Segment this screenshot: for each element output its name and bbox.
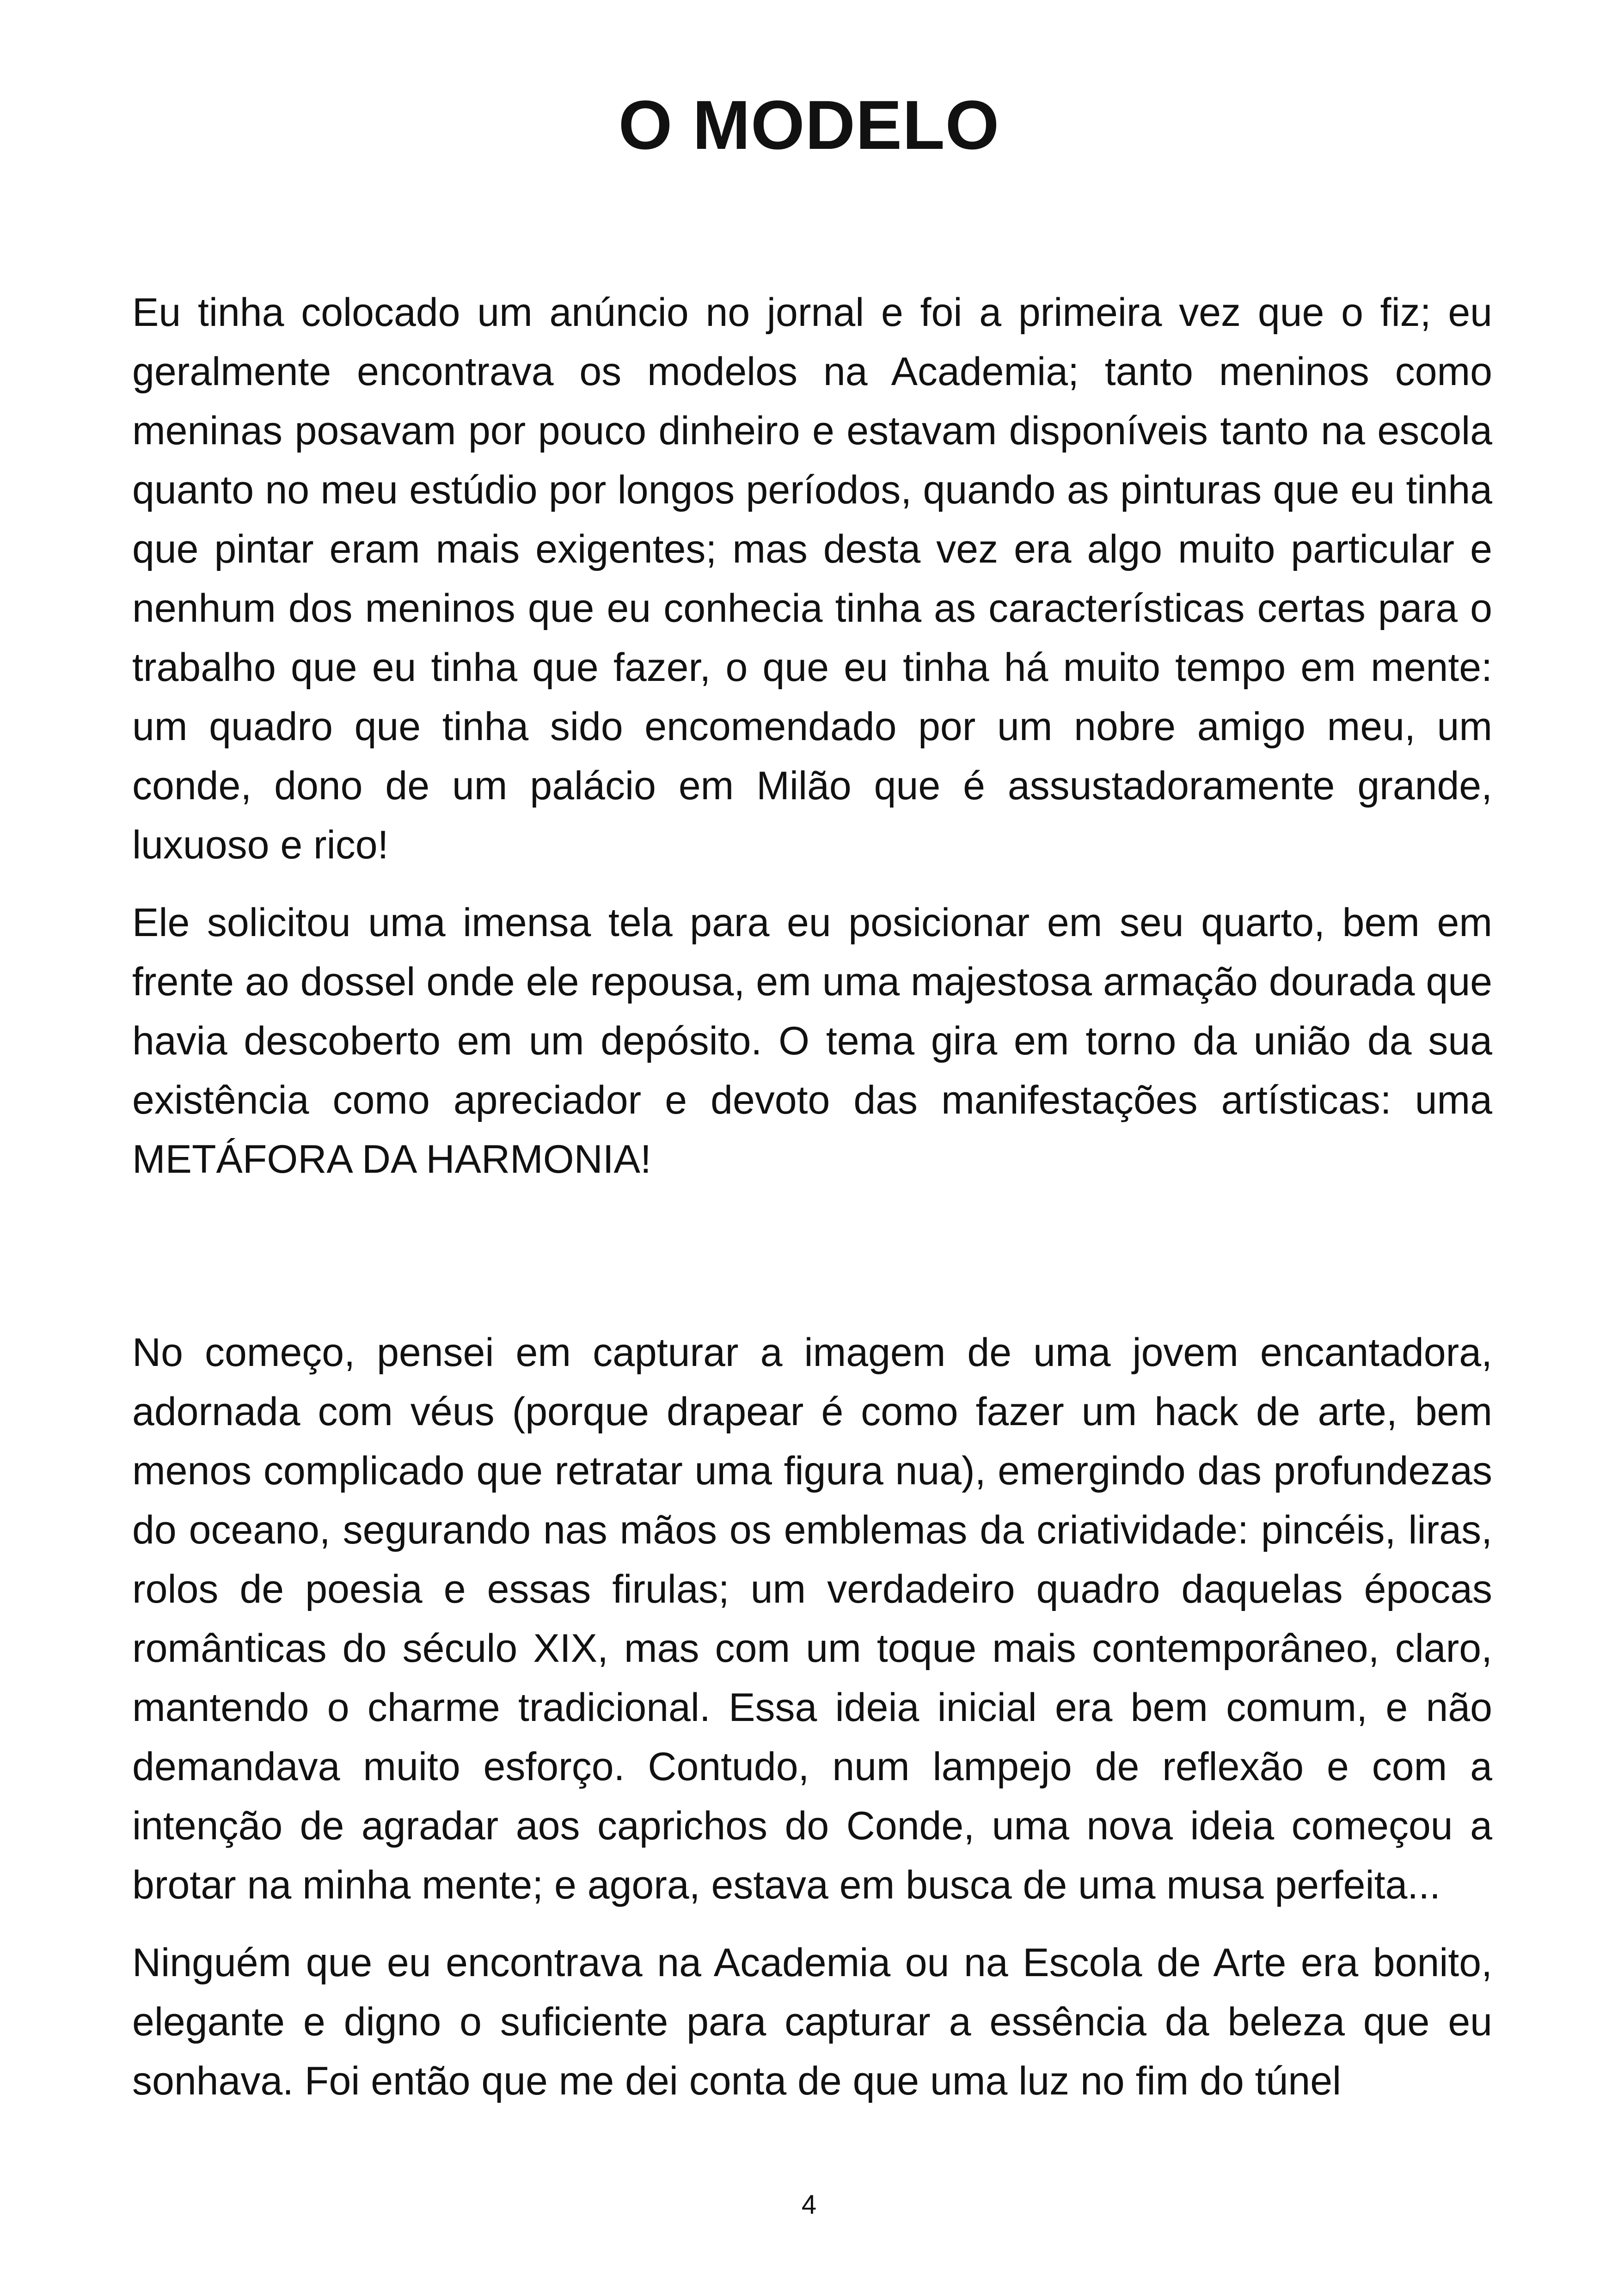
paragraph-4: Ninguém que eu encontrava na Academia ou na Escola de Arte era bonito, elegante e digno o suficiente para capturar a essência da beleza que eu sonhava. Foi então que me dei conta de que uma luz no fim do túnel <box>132 1941 1492 2103</box>
paragraph-3: No começo, pensei em capturar a imagem de uma jovem encantadora, adornada com véus (porque drapear é como fazer um hack de arte, bem menos complicado que retratar uma figura nua), emergindo das profundezas do oceano, segurando nas mãos os emblemas da criatividade: pincéis, liras, rolos de poesia e essas firulas; um verdadeiro quadro daquelas épocas românticas do século XIX, mas com um toque mais contemporâneo, claro, mantendo o charme tradicional. Essa ideia inicial era bem comum, e não demandava muito esforço. Contudo, num lampejo de reflexão e com a intenção de agradar aos caprichos do Conde, uma nova ideia começou a brotar na minha mente; e agora, estava em busca de uma musa perfeita... <box>132 1330 1492 1907</box>
paragraph-2: Ele solicitou uma imensa tela para eu posicionar em seu quarto, bem em frente ao dossel onde ele repousa, em uma majestosa armação dourada que havia descoberto em um depósito. O tema gira em torno da união da sua existência como apreciador e devoto das manifestações artísticas: uma METÁFORA DA HARMONIA! <box>132 900 1492 1182</box>
body-text <box>132 283 1492 2111</box>
page-number: 4 <box>801 2190 817 2220</box>
page-title: O MODELO <box>618 86 1000 164</box>
paragraph-1: Eu tinha colocado um anúncio no jornal e foi a primeira vez que o fiz; eu geralmente encontrava os modelos na Academia; tanto meninos como meninas posavam por pouco dinheiro e estavam disponíveis tanto na escola quanto no meu estúdio por longos períodos, quando as pinturas que eu tinha que pintar eram mais exigentes; mas desta vez era algo muito particular e nenhum dos meninos que eu conhecia tinha as características certas para o trabalho que eu tinha que fazer, o que eu tinha há muito tempo em mente: um quadro que tinha sido encomendado por um nobre amigo meu, um conde, dono de um palácio em Milão que é assustadoramente grande, luxuoso e rico! <box>132 290 1492 867</box>
